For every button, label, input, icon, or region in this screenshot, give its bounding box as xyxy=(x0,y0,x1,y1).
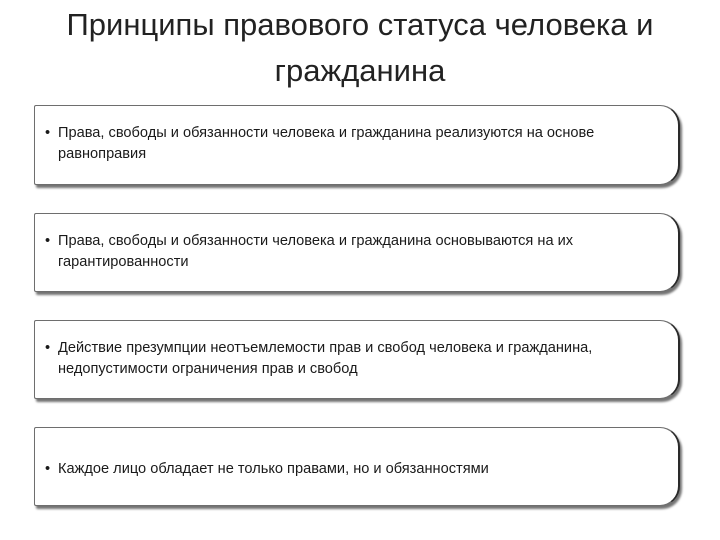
principle-text: Права, свободы и обязанности человека и гражданина реализуются на основе равноправия xyxy=(58,125,595,162)
principle-item xyxy=(45,459,664,480)
page-title xyxy=(0,2,720,94)
page-title-line-1: Принципы правового статуса человека и xyxy=(66,7,654,42)
bullet-icon: • xyxy=(45,233,51,249)
principle-box xyxy=(34,213,680,292)
bullet-icon: • xyxy=(45,125,51,141)
bullet-icon: • xyxy=(45,340,51,356)
principle-item xyxy=(45,123,664,165)
principle-text: Права, свободы и обязанности человека и гражданина основываются на их гарантированности xyxy=(58,233,574,270)
principle-text: Действие презумпции неотъемлемости прав и свобод человека и гражданина, недопустимости ограничения прав и свобод xyxy=(58,340,593,377)
principle-text: Каждое лицо обладает не только правами, но и обязанностями xyxy=(58,461,489,477)
bullet-icon: • xyxy=(45,461,51,477)
principle-box xyxy=(34,427,680,506)
principle-box xyxy=(34,105,680,185)
page-title-line-2: гражданина xyxy=(274,53,446,88)
principle-box xyxy=(34,320,680,399)
principle-item xyxy=(45,231,664,273)
principle-item xyxy=(45,338,664,380)
